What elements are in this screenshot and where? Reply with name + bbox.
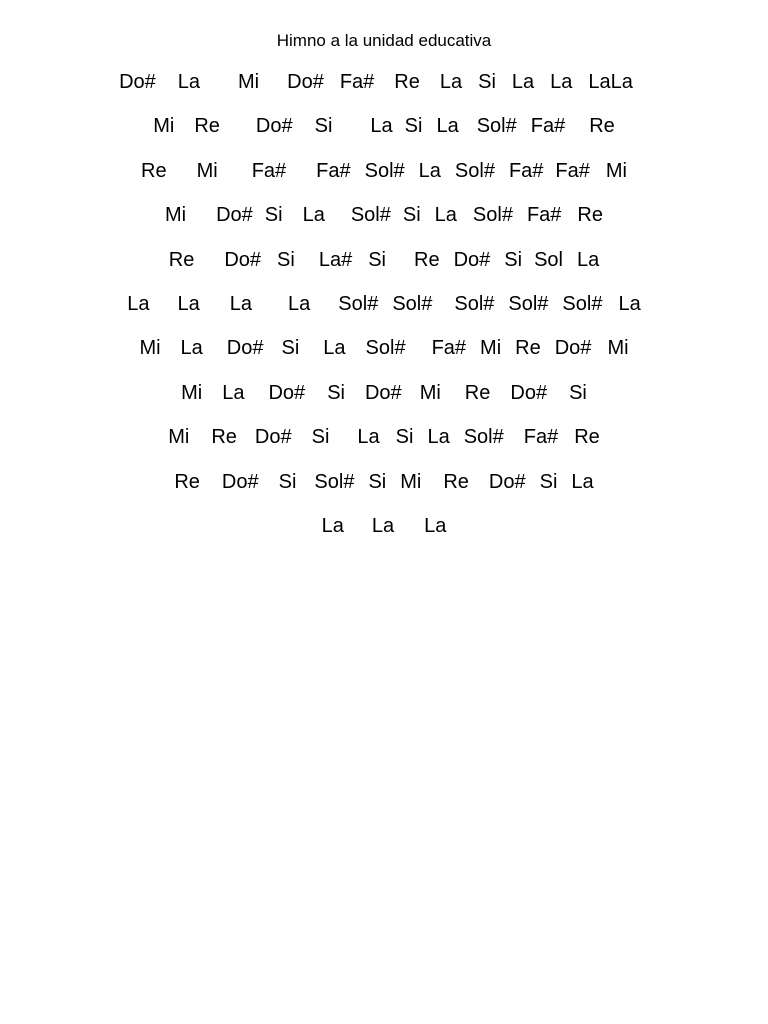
note: Sol# [392, 292, 433, 315]
note: Do# [488, 470, 526, 493]
note: Si [278, 470, 297, 493]
note: La [302, 204, 325, 227]
note: Fa# [316, 159, 351, 182]
note-line [0, 334, 768, 378]
note: Mi [196, 159, 218, 182]
note: La [229, 292, 253, 315]
note: Re [443, 470, 469, 493]
note: Si [404, 115, 423, 138]
note: La [180, 337, 203, 360]
note: La [321, 514, 344, 537]
note: Si [395, 426, 414, 449]
note: La [571, 470, 594, 493]
note: Sol# [365, 337, 406, 360]
note: Re [211, 426, 237, 449]
note: Fa# [523, 426, 559, 449]
note: La# [318, 248, 353, 271]
note: La [370, 115, 393, 138]
note: Sol# [476, 115, 517, 138]
note: Mi [153, 115, 175, 138]
note: Re [168, 248, 195, 271]
note: Fa# [530, 115, 566, 138]
note: La [323, 337, 346, 360]
note-line [0, 379, 768, 423]
note: Sol# [338, 292, 379, 315]
note: La [371, 514, 395, 537]
note: Sol# [364, 159, 405, 182]
note: La [610, 71, 633, 93]
note: La [511, 71, 535, 93]
note-line [0, 290, 768, 334]
note: Re [574, 426, 600, 449]
note: Si [368, 248, 386, 271]
note: Sol# [463, 426, 504, 449]
note: Do# [226, 337, 264, 360]
note: La [576, 248, 600, 271]
note: La [418, 159, 441, 182]
note: Do# [216, 204, 253, 227]
note: La [550, 71, 573, 93]
note: Re [394, 71, 420, 93]
note: Do# [254, 426, 292, 449]
note-line [0, 468, 768, 512]
note: Sol# [508, 292, 549, 315]
note: Mi [181, 381, 203, 404]
note: Fa# [526, 204, 562, 227]
note-line [0, 246, 768, 290]
note: Do# [119, 71, 156, 93]
note: Si [277, 248, 295, 271]
note-lines [0, 68, 768, 556]
note: Sol# [350, 204, 391, 227]
note: La [588, 71, 611, 93]
note: Mi [238, 71, 260, 93]
note: La [434, 204, 457, 227]
note: Mi [605, 159, 627, 182]
note: Fa# [555, 159, 590, 182]
note: La [127, 292, 150, 315]
note: Fa# [251, 159, 287, 182]
note: Mi [400, 470, 422, 493]
note: Mi [139, 337, 161, 360]
note: Si [314, 115, 333, 138]
note: Si [264, 204, 283, 227]
note: La [222, 381, 245, 404]
note: Re [194, 115, 220, 138]
note: Fa# [508, 159, 544, 182]
note: La [357, 426, 380, 449]
note: La [618, 292, 641, 315]
document-title: Himno a la unidad educativa [276, 31, 492, 50]
note: Re [174, 470, 200, 493]
note: Sol# [472, 204, 513, 227]
note: La [436, 115, 459, 138]
note: Si [327, 381, 345, 404]
note: Re [141, 159, 167, 182]
note: La [424, 514, 447, 537]
note: Do# [287, 71, 324, 93]
note: Sol# [454, 292, 495, 315]
note: Do# [224, 248, 262, 271]
note: Si [281, 337, 300, 360]
note: La [427, 426, 450, 449]
note: Sol# [454, 159, 495, 182]
note: Do# [510, 381, 548, 404]
note: Sol# [314, 470, 355, 493]
note: Do# [255, 115, 293, 138]
note-line [0, 201, 768, 245]
note: Re [464, 381, 491, 404]
note: La [288, 292, 311, 315]
note-line [0, 423, 768, 467]
note: La [177, 71, 201, 93]
note: Do# [453, 248, 491, 271]
note: Sol# [562, 292, 603, 315]
note-line [0, 512, 768, 556]
note: La [439, 71, 463, 93]
note: Re [577, 204, 603, 227]
note: Fa# [339, 71, 375, 93]
note: Mi [168, 426, 190, 449]
note: Re [515, 337, 541, 360]
note: Re [414, 248, 440, 271]
note: Re [589, 115, 615, 138]
note: Si [569, 381, 587, 404]
note: Fa# [431, 337, 467, 360]
note: Do# [364, 381, 402, 404]
note-line [0, 68, 768, 112]
note: Si [368, 470, 387, 493]
note: Si [504, 248, 523, 271]
note: Si [478, 71, 496, 93]
note: Do# [554, 337, 592, 360]
note: Si [539, 470, 558, 493]
note-line [0, 157, 768, 201]
note: Mi [419, 381, 441, 404]
note: Mi [480, 337, 502, 360]
note: Si [311, 426, 330, 449]
note: Sol [534, 248, 563, 271]
note: Do# [268, 381, 306, 404]
note: Mi [607, 337, 629, 360]
note: Mi [164, 204, 187, 227]
note-line [0, 112, 768, 156]
note: Si [402, 204, 421, 227]
note: Do# [221, 470, 259, 493]
note: La [177, 292, 200, 315]
